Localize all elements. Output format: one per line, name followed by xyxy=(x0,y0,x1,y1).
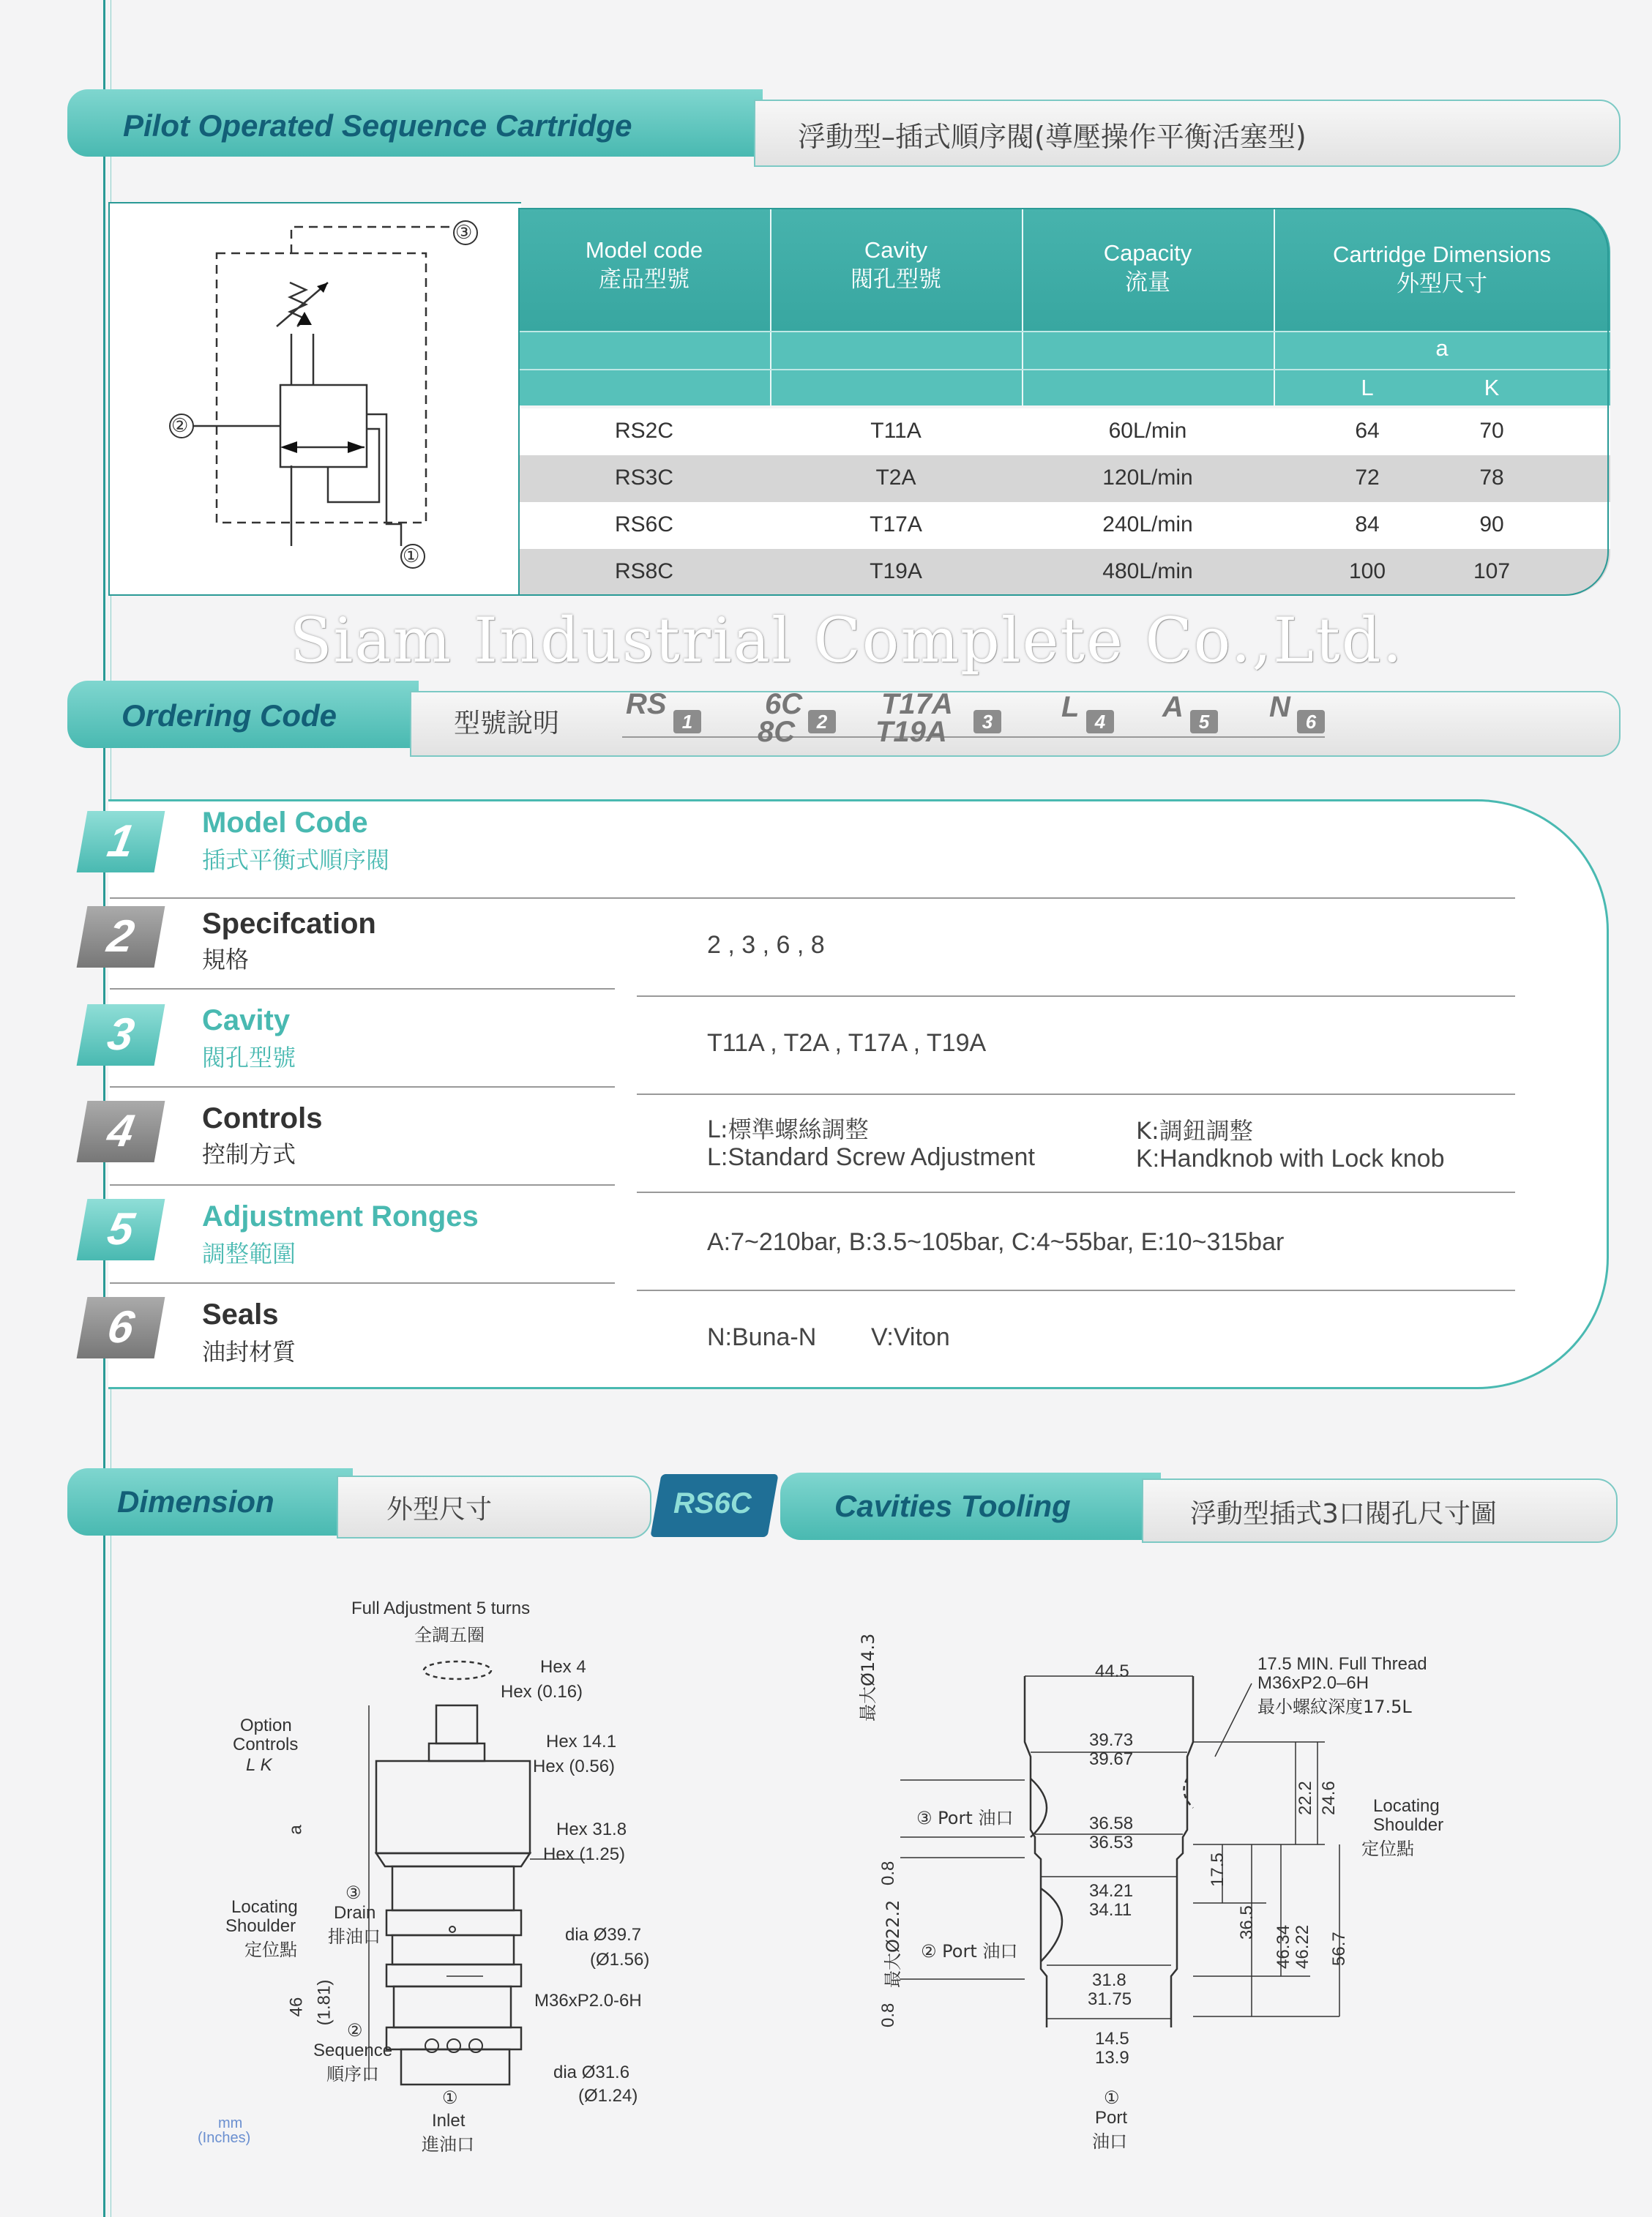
item-title-3: Cavity xyxy=(202,1004,291,1036)
cell-cavity: T2A xyxy=(875,466,916,490)
thread-note: 17.5 MIN. Full Thread xyxy=(1257,1654,1427,1674)
ordering-code-1: RS xyxy=(626,688,667,720)
dim-46-label: 46 xyxy=(286,1997,307,2017)
col-dimensions xyxy=(1274,240,1610,299)
item-cn-2: 規格 xyxy=(202,946,250,973)
section-subtitle: 浮動型–插式順序閥(導壓操作平衡活塞型) xyxy=(798,121,1307,153)
dim-46-22: 46.22 xyxy=(1293,1924,1312,1969)
port-1-number: ① xyxy=(1104,2088,1120,2108)
dim-31-75: 31.75 xyxy=(1088,1989,1132,2009)
controls-label: Controls xyxy=(233,1735,299,1754)
port-1-cn: 油口 xyxy=(1092,2131,1127,2152)
ordering-badge-4: 4 xyxy=(1086,710,1114,733)
dim-39-73: 39.73 xyxy=(1089,1730,1134,1750)
col-capacity-en: Capacity xyxy=(1103,240,1192,266)
divider xyxy=(110,1184,615,1186)
port-3-label: ③ xyxy=(455,221,473,243)
sequence-number: ② xyxy=(347,2021,363,2041)
ordering-title: Ordering Code xyxy=(122,698,337,733)
dim-14-5: 14.5 xyxy=(1095,2029,1129,2049)
dim-44-5: 44.5 xyxy=(1095,1661,1129,1681)
item-cn-1: 插式平衡式順序閥 xyxy=(202,846,390,874)
dim-34-11: 34.11 xyxy=(1089,1900,1132,1920)
col-model-cn: 產品型號 xyxy=(599,266,689,293)
ordering-badge-1: 1 xyxy=(673,710,701,733)
hex4-label: Hex 4 xyxy=(540,1657,586,1677)
dim-39-67: 39.67 xyxy=(1089,1749,1134,1769)
shoulder-cn: 定位點 xyxy=(244,1940,297,1960)
locating-label: Locating xyxy=(231,1897,298,1917)
thread-spec: M36xP2.0–6H xyxy=(1257,1673,1369,1693)
adjust-value: A:7~210bar, B:3.5~105bar, C:4~55bar, E:10~315bar xyxy=(707,1228,1285,1256)
item-number-4: 4 xyxy=(77,1101,165,1162)
item-number-6: 6 xyxy=(77,1297,165,1358)
hydraulic-symbol xyxy=(108,202,520,593)
hex141-label: Hex 14.1 xyxy=(546,1732,617,1751)
col-dim-en: Cartridge Dimensions xyxy=(1332,242,1552,267)
dimension-subtitle-bar xyxy=(337,1476,651,1539)
dim-0-8-a: 0.8 xyxy=(878,1861,898,1885)
dia316-label: dia Ø31.6 xyxy=(553,2063,630,2082)
port-3: ③ Port 油口 xyxy=(916,1808,1014,1828)
drain-number: ③ xyxy=(345,1883,362,1903)
port-2-label: ② xyxy=(171,414,189,436)
table-row xyxy=(518,549,1610,596)
divider xyxy=(110,1086,615,1088)
item-number-5: 5 xyxy=(77,1199,165,1260)
hex4-inch: Hex (0.16) xyxy=(501,1682,583,1702)
item-title-2: Specifcation xyxy=(202,908,376,940)
divider xyxy=(110,1282,615,1284)
cell-cavity: T17A xyxy=(870,512,922,537)
cell-capacity: 60L/min xyxy=(1108,419,1187,443)
cell-model: RS6C xyxy=(614,512,674,537)
cavities-subtitle: 浮動型插式3口閥孔尺寸圖 xyxy=(1190,1499,1497,1529)
model-badge-text: RS6C xyxy=(673,1487,752,1519)
col-divider xyxy=(1022,208,1023,405)
cell-l: 72 xyxy=(1355,466,1380,490)
control-l-en: L:Standard Screw Adjustment xyxy=(707,1143,1035,1171)
seal-v: V:Viton xyxy=(871,1323,950,1351)
dim-22-2: 22.2 xyxy=(1296,1781,1315,1815)
item-number-3: 3 xyxy=(77,1004,165,1066)
col-capacity-cn: 流量 xyxy=(1125,269,1170,296)
cavity-drawing xyxy=(871,1661,1383,2086)
dim-36-5: 36.5 xyxy=(1237,1905,1257,1940)
drain-cn: 排油口 xyxy=(328,1926,381,1947)
item-cn-3: 閥孔型號 xyxy=(202,1044,296,1072)
item-title-4: Controls xyxy=(202,1102,323,1134)
item-cn-6: 油封材質 xyxy=(202,1338,296,1366)
dim-46-inch: (1.81) xyxy=(314,1979,334,2026)
dim-46-34: 46.34 xyxy=(1274,1924,1293,1969)
seal-n: N:Buna-N xyxy=(707,1323,817,1351)
cell-k: 70 xyxy=(1479,419,1504,443)
unit-inches: (Inches) xyxy=(198,2130,251,2146)
col-cavity-en: Cavity xyxy=(864,237,928,263)
ordering-code-2-bottom: 8C xyxy=(758,716,796,748)
col-a: a xyxy=(1435,335,1449,361)
item-number-1: 1 xyxy=(77,811,165,872)
inlet-cn: 進油口 xyxy=(422,2134,474,2155)
col-dim-cn: 外型尺寸 xyxy=(1397,271,1487,297)
ordering-code-baseline xyxy=(622,736,1325,738)
col-cavity-cn: 閥孔型號 xyxy=(851,266,941,293)
ordering-code-5: A xyxy=(1162,691,1184,723)
item-title-5: Adjustment Ronges xyxy=(202,1200,479,1233)
ordering-badge-3: 3 xyxy=(973,710,1001,733)
ordering-code-4: L xyxy=(1061,691,1080,723)
cell-l: 100 xyxy=(1348,559,1386,583)
cell-model: RS2C xyxy=(614,419,674,443)
dim-36-53: 36.53 xyxy=(1089,1833,1134,1853)
cell-cavity: T11A xyxy=(870,419,922,443)
shoulder-label: Shoulder xyxy=(225,1916,296,1936)
inlet-label: Inlet xyxy=(432,2111,466,2131)
sequence-label: Sequence xyxy=(313,2041,393,2060)
max-dia-22-2: 最大Ø22.2 xyxy=(883,1899,903,1988)
shoulder-label-2: Shoulder xyxy=(1373,1815,1444,1835)
item-title-1: Model Code xyxy=(202,807,368,839)
item-cn-5: 調整範圍 xyxy=(202,1240,296,1268)
hex318-label: Hex 31.8 xyxy=(556,1820,627,1839)
dim-0-8-b: 0.8 xyxy=(878,2003,898,2027)
cell-model: RS8C xyxy=(614,559,674,583)
ordering-badge-2: 2 xyxy=(808,710,836,733)
port-1-label: ① xyxy=(403,545,420,567)
control-k-en: K:Handknob with Lock knob xyxy=(1136,1145,1445,1173)
divider xyxy=(110,897,1515,899)
ordering-code-2-top: 6C xyxy=(765,688,803,720)
sequence-cn: 順序口 xyxy=(326,2064,379,2085)
divider xyxy=(637,995,1515,997)
control-k-cn: K:調鈕調整 xyxy=(1136,1117,1253,1145)
cell-k: 78 xyxy=(1479,466,1504,490)
table-row xyxy=(518,455,1610,502)
hex318-inch: Hex (1.25) xyxy=(543,1844,626,1864)
divider xyxy=(637,1093,1515,1095)
max-dia-14-3: 最大Ø14.3 xyxy=(858,1633,878,1721)
section-title: Pilot Operated Sequence Cartridge xyxy=(123,108,632,143)
table-row xyxy=(518,408,1610,455)
cell-model: RS3C xyxy=(614,466,674,490)
col-cavity xyxy=(770,236,1022,294)
divider xyxy=(637,1192,1515,1193)
port-2: ② Port 油口 xyxy=(921,1941,1018,1962)
col-k: K xyxy=(1484,375,1500,400)
dim-a-label: a xyxy=(285,1825,306,1835)
col-capacity xyxy=(1022,239,1274,297)
cell-capacity: 480L/min xyxy=(1102,559,1193,583)
port-1-label: Port xyxy=(1095,2108,1128,2128)
item-cn-4: 控制方式 xyxy=(202,1140,296,1168)
watermark: Siam Industrial Complete Co.,Ltd. xyxy=(290,605,1404,676)
dim-31-8: 31.8 xyxy=(1092,1970,1126,1990)
hex141-inch: Hex (0.56) xyxy=(533,1757,616,1776)
thread-cn: 最小螺紋深度17.5L xyxy=(1257,1697,1412,1717)
ordering-code-bar xyxy=(410,691,1621,757)
dia397-inch: (Ø1.56) xyxy=(590,1950,650,1970)
header-line xyxy=(518,331,1610,332)
cell-cavity: T19A xyxy=(870,559,922,583)
ordering-code-3-top: T17A xyxy=(881,688,953,720)
dim-13-9: 13.9 xyxy=(1095,2048,1129,2068)
dimension-subtitle: 外型尺寸 xyxy=(386,1495,493,1525)
cell-l: 84 xyxy=(1355,512,1380,537)
cavity-value: T11A , T2A , T17A , T19A xyxy=(707,1029,987,1057)
ordering-badge-5: 5 xyxy=(1190,710,1218,733)
dia316-inch: (Ø1.24) xyxy=(578,2086,638,2106)
full-adjust-label: Full Adjustment 5 turns xyxy=(351,1599,531,1618)
cell-capacity: 120L/min xyxy=(1102,466,1193,490)
cell-k: 90 xyxy=(1479,512,1504,537)
spec-value: 2 , 3 , 6 , 8 xyxy=(707,931,825,959)
dim-56-7: 56.7 xyxy=(1329,1932,1349,1966)
thread-label: M36xP2.0-6H xyxy=(534,1991,642,2011)
dim-24-6: 24.6 xyxy=(1319,1781,1339,1815)
inlet-number: ① xyxy=(442,2088,458,2108)
header-line xyxy=(518,369,1610,370)
full-adjust-cn: 全調五圈 xyxy=(414,1625,485,1645)
col-divider xyxy=(1274,208,1275,405)
dimension-title: Dimension xyxy=(117,1484,274,1519)
lk-label: L K xyxy=(246,1755,272,1775)
col-model-en: Model code xyxy=(585,237,703,263)
col-model-code xyxy=(518,236,770,294)
ordering-subtitle: 型號說明 xyxy=(454,709,560,739)
ordering-badge-6: 6 xyxy=(1297,710,1325,733)
dim-34-21: 34.21 xyxy=(1089,1881,1134,1901)
unit-mm: mm xyxy=(218,2115,243,2131)
option-label: Option xyxy=(240,1716,292,1735)
cell-k: 107 xyxy=(1473,559,1511,583)
locating-label-2: Locating xyxy=(1373,1796,1440,1816)
spec-table-header xyxy=(518,208,1610,405)
table-row xyxy=(518,502,1610,549)
cell-l: 64 xyxy=(1355,419,1380,443)
divider xyxy=(637,1290,1515,1291)
cell-capacity: 240L/min xyxy=(1102,512,1193,537)
col-l: L xyxy=(1361,375,1374,400)
item-number-2: 2 xyxy=(77,906,165,968)
ordering-code-3-bottom: T19A xyxy=(875,716,947,748)
divider xyxy=(110,988,615,990)
cavities-title: Cavities Tooling xyxy=(834,1489,1071,1523)
shoulder-cn-2: 定位點 xyxy=(1361,1839,1414,1859)
item-title-6: Seals xyxy=(202,1298,279,1331)
drain-label: Drain xyxy=(334,1903,376,1923)
ordering-code-6: N xyxy=(1269,691,1290,723)
dia397-label: dia Ø39.7 xyxy=(565,1925,642,1945)
control-l-cn: L:標準螺絲調整 xyxy=(707,1115,869,1143)
dim-36-58: 36.58 xyxy=(1089,1814,1134,1833)
dim-17-5: 17.5 xyxy=(1208,1853,1227,1887)
